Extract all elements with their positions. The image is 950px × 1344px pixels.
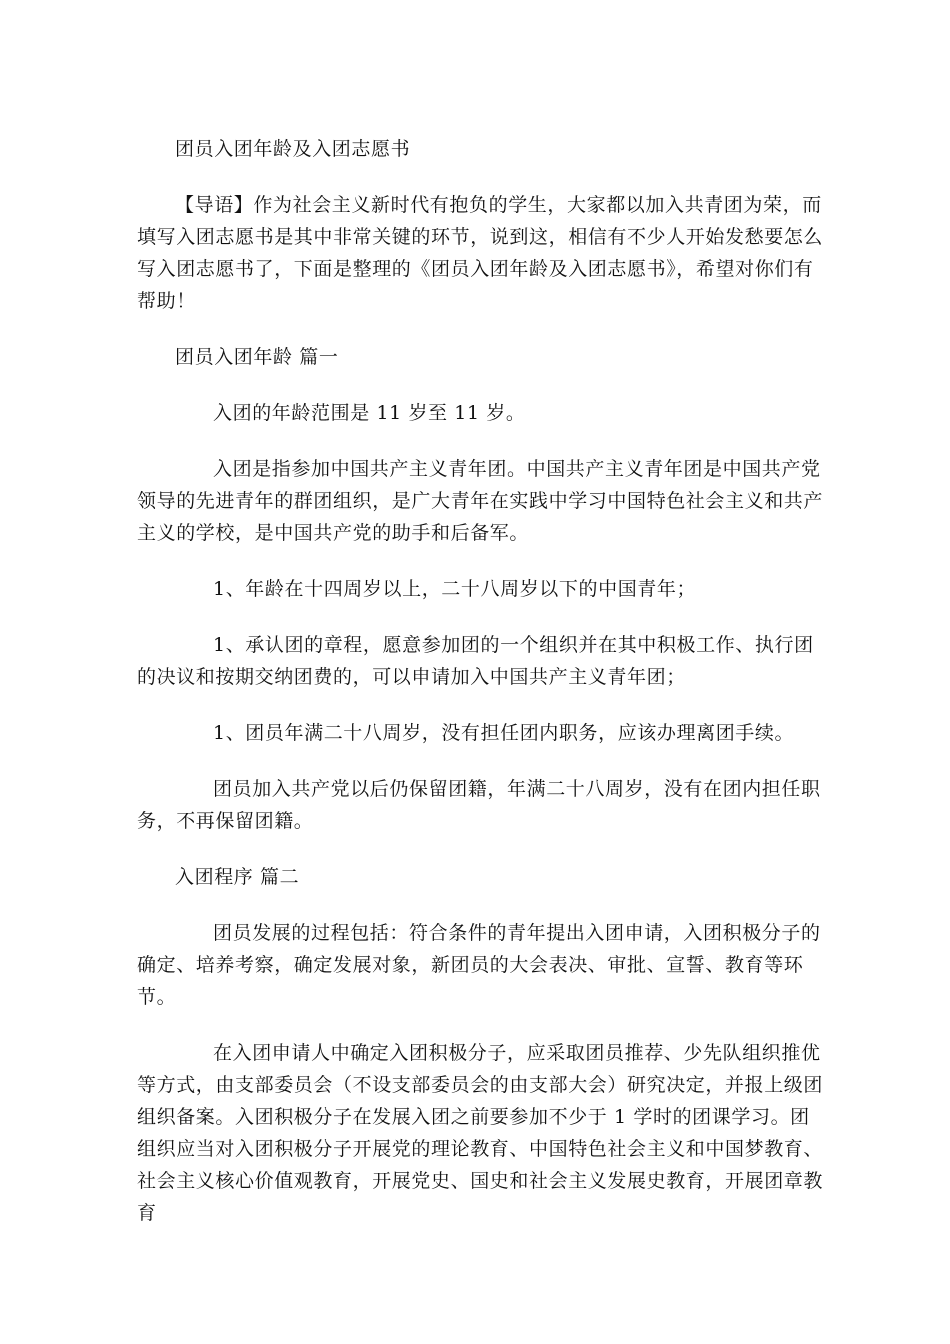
intro-paragraph: 【导语】作为社会主义新时代有抱负的学生，大家都以加入共青团为荣，而填写入团志愿书是其中非常关键的环节，说到这，相信有不少人开始发愁要怎么写入团志愿书了，下面是整理的《团员入团年龄及入团志愿书》，希望对你们有帮助！ <box>137 194 824 312</box>
age-range-paragraph: 入团的年龄范围是 11 岁至 11 岁。 <box>213 402 526 424</box>
condition-leave-paragraph: 1、团员年满二十八周岁，没有担任团内职务，应该办理离团手续。 <box>213 722 795 744</box>
document-title: 团员入团年龄及入团志愿书 <box>175 138 411 160</box>
section-1-heading: 团员入团年龄 篇一 <box>175 346 339 368</box>
process-paragraph: 团员发展的过程包括：符合条件的青年提出入团申请，入团积极分子的确定、培养考察，确定发展对象，新团员的大会表决、审批、宣誓、教育等环节。 <box>137 922 821 1008</box>
definition-paragraph: 入团是指参加中国共产主义青年团。中国共产主义青年团是中国共产党领导的先进青年的群团组织，是广大青年在实践中学习中国特色社会主义和共产主义的学校，是中国共产党的助手和后备军。 <box>137 458 824 544</box>
condition-charter-paragraph: 1、承认团的章程，愿意参加团的一个组织并在其中积极工作、执行团的决议和按期交纳团费的，可以申请加入中国共产主义青年团； <box>137 634 814 688</box>
section-2-heading: 入团程序 篇二 <box>175 866 300 888</box>
activists-paragraph: 在入团申请人中确定入团积极分子，应采取团员推荐、少先队组织推优等方式，由支部委员会（不设支部委员会的由支部大会）研究决定，并报上级团组织备案。入团积极分子在发展入团之前要参加不少于 1 学时的团课学习。团组织应当对入团积极分子开展党的理论教育、中国特色社会主义和中国梦教育、社会主义核心价值观教育，开展党史、国史和社会主义发展史教育，开展团章教育 <box>137 1042 824 1224</box>
condition-age-paragraph: 1、年龄在十四周岁以上，二十八周岁以下的中国青年； <box>213 578 697 600</box>
party-members-paragraph: 团员加入共产党以后仍保留团籍，年满二十八周岁，没有在团内担任职务，不再保留团籍。 <box>137 778 821 832</box>
